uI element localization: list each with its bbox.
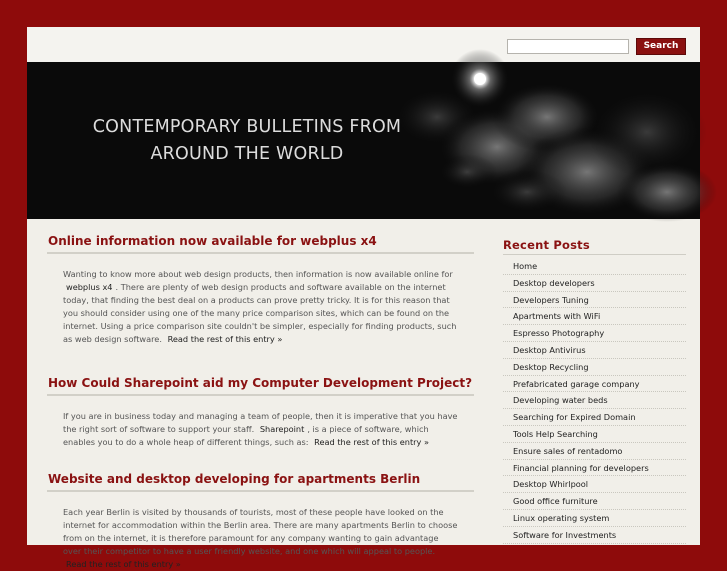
search-input[interactable] — [507, 39, 629, 54]
read-more-link[interactable]: Read the rest of this entry » — [167, 334, 283, 345]
site-header — [27, 62, 700, 219]
sidebar-item — [503, 359, 686, 376]
post-divider — [47, 252, 474, 254]
post-item — [47, 234, 475, 376]
sidebar-link[interactable]: Home — [513, 261, 538, 271]
read-more-link[interactable]: Read the rest of this entry » — [66, 559, 181, 570]
post-title[interactable]: Online information now available for webplus x4 — [48, 234, 377, 248]
sidebar-link[interactable]: Desktop developers — [513, 277, 595, 288]
keyword-link[interactable]: webplus x4 — [66, 282, 113, 293]
post-title[interactable]: Website and desktop developing for apartments Berlin — [48, 472, 421, 486]
sidebar-item — [503, 376, 686, 393]
recent-posts-list — [503, 258, 686, 544]
site-title — [47, 114, 447, 168]
sidebar-link[interactable]: Financial planning for developers — [513, 462, 649, 473]
read-more-link[interactable]: Read the rest of this entry » — [314, 437, 429, 448]
sidebar — [503, 238, 686, 544]
sidebar-item — [503, 409, 686, 426]
post-excerpt: If you are in business today and managing a team of people, then it is imperative that you have the right sort of software to support your staff. Sharepoint , is a piece of software, which enables you to do a whole heap of different things, such as: Read the rest of this entry » — [63, 411, 458, 448]
top-bar — [27, 27, 700, 62]
sidebar-link[interactable]: Desktop Whirlpool — [513, 479, 589, 490]
sidebar-link[interactable]: Searching for Expired Domain — [513, 412, 636, 423]
post-excerpt: Wanting to know more about web design products, then information is now available online for webplus x4 . There are plenty of web design products and software available on the internet today, that finding the best deal on a products can prove pretty tricky. It is for this reason that you should consider using one of the many price comparison sites, which can be found on the internet. Using a price comparison site couldn't be simpler, especially for finding products, such as web design software. Read the rest of this entry » — [63, 269, 457, 345]
sidebar-link[interactable]: Apartments with WiFi — [513, 311, 601, 322]
sidebar-item — [503, 275, 686, 292]
sidebar-link[interactable]: Good office furniture — [513, 496, 598, 507]
post-title[interactable]: How Could Sharepoint aid my Computer Development Project? — [48, 376, 473, 390]
keyword-link[interactable]: Sharepoint — [259, 424, 305, 435]
sidebar-link[interactable]: Software for Investments — [513, 529, 617, 540]
sidebar-item — [503, 308, 686, 325]
site-title-line-1: CONTEMPORARY BULLETINS FROM — [92, 117, 402, 137]
page-container — [27, 27, 700, 570]
sidebar-item — [503, 443, 686, 460]
sidebar-item — [503, 325, 686, 342]
sidebar-item — [503, 342, 686, 359]
sidebar-item — [503, 292, 686, 309]
sidebar-link[interactable]: Developing water beds — [513, 395, 608, 406]
search-button[interactable]: Search — [636, 38, 686, 55]
sidebar-item — [503, 392, 686, 409]
sidebar-link[interactable]: Developers Tuning — [513, 294, 589, 305]
sidebar-link[interactable]: Espresso Photography — [513, 328, 605, 339]
sidebar-item — [503, 476, 686, 493]
sidebar-link[interactable]: Desktop Recycling — [513, 361, 589, 372]
sidebar-item — [503, 258, 686, 275]
sidebar-item — [503, 493, 686, 510]
sidebar-link[interactable]: Ensure sales of rentadomo — [513, 445, 623, 456]
post-item — [47, 472, 475, 571]
main-content — [47, 234, 475, 571]
sidebar-divider — [503, 254, 686, 255]
post-divider — [47, 490, 474, 492]
sidebar-item — [503, 460, 686, 477]
post-divider — [47, 394, 474, 396]
post-excerpt: Each year Berlin is visited by thousands of tourists, most of these people have looked on the internet for accommodation within the Berlin area. There are many apartments Berlin to choose from on the internet, it is therefore paramount for any company wanting to gain advantage over their competitor to have a user friendly website, and one which will appeal to people. Read the rest of this entry » — [63, 507, 458, 570]
sidebar-title: Recent Posts — [503, 238, 590, 252]
sidebar-link[interactable]: Prefabricated garage company — [513, 378, 640, 389]
sidebar-link[interactable]: Linux operating system — [513, 512, 610, 523]
site-title-line-2: AROUND THE WORLD — [150, 144, 344, 164]
sidebar-link[interactable]: Tools Help Searching — [513, 428, 598, 439]
post-item — [47, 376, 475, 472]
sidebar-item — [503, 426, 686, 443]
sidebar-link[interactable]: Desktop Antivirus — [513, 344, 586, 355]
sidebar-item — [503, 510, 686, 527]
sidebar-item — [503, 527, 686, 544]
